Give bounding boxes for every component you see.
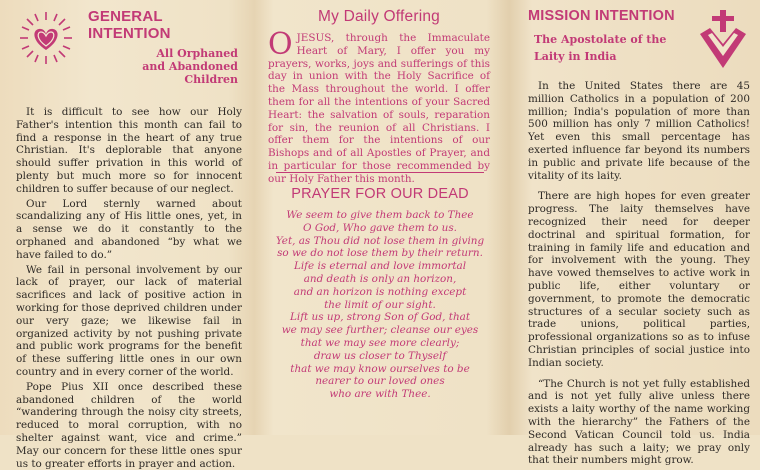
prayer-line: Life is eternal and love immortal [293, 260, 467, 273]
prayer-line: O God, Who gave them to us. [303, 221, 457, 234]
mission-paragraph-1: In the United States there are 45 million Catholics in a population of 200 million; India's population of more than 500 million has only 7 million Catholics! Yet even this small percentage has exerted influence far beyond its numbers in public and private life because of the vitality of its laity. [528, 80, 750, 182]
prayer-for-dead-text [262, 209, 498, 401]
general-paragraph-2: Our Lord sternly warned about scandalizing any of His little ones, yet, in a sense we do it constantly to the orphaned and abandoned “by what we have failed to do.” [16, 197, 242, 261]
general-paragraph-4: Pope Pius XII once described these abandoned children of the world “wandering through the noisy city streets, reduced to moral corruption, with no shelter against want, vice and crime.” May our concern for these little ones spur us to greater efforts in prayer and action. [16, 380, 242, 470]
prayer-line: the limit of our sight. [324, 298, 436, 311]
mission-paragraph-3: “The Church is not yet fully established and is not yet fully alive unless there exists a laity worthy of the name working with the hierarchy” the Fathers of the Second Vatican Council told us. India already has such a laity; we pray only that their numbers might grow. [528, 377, 750, 467]
sacred-heart-icon [18, 10, 74, 66]
prayer-line: draw us closer to Thyself [313, 349, 447, 362]
prayer-line: so we do not lose them by their return. [277, 247, 483, 260]
prayer-line: that we may know ourselves to be [290, 362, 470, 375]
offering-body: JESUS, through the Immaculate Heart of Mary, I offer you my prayers, works, joys and sufferings of this day in union with the Holy Sacrifice of the Mass throughout the world. I offer them for all the intentions of your Sacred Heart: the salvation of souls, reparation for sin, the reunion of all Christians. I offer them for the intentions of our Bishops and of all Apostles of Prayer, and in particular for those recommended by our Holy Father this month. [268, 32, 490, 185]
daily-offering-title: My Daily Offering [318, 8, 440, 25]
general-intention-panel [0, 0, 252, 470]
prayer-line: Lift us up, strong Son of God, that [289, 311, 471, 324]
section-divider [276, 172, 484, 173]
general-intention-subtitle-2: and Abandoned Children [142, 60, 238, 86]
daily-offering-text [268, 27, 490, 186]
prayer-line: Yet, as Thou did not lose them in giving [275, 234, 485, 247]
general-intention-subtitle-1: All Orphaned [156, 47, 238, 60]
prayer-line: and an horizon is nothing except [293, 285, 467, 298]
prayer-line: we may see further; cleanse our eyes [281, 324, 479, 337]
prayer-line: and death is only an horizon, [303, 272, 457, 285]
general-paragraph-1: It is difficult to see how our Holy Father's intention this month can fail to find a response in the heart of any true Christian. It's deplorable that anyone should suffer privation in this world of plenty but much more so for innocent children to suffer because of our neglect. [16, 106, 242, 195]
prayer-line: that we may see more clearly; [300, 336, 460, 349]
general-paragraph-3: We fail in personal involvement by our lack of prayer, our lack of material sacrifices and lack of positive action in working for those deprived children under our very gaze; we likewise fail in organized activity by not pushing private and public work programs for the benefit of these suffering little ones in our own country and in every corner of the world. [16, 263, 242, 378]
mission-intention-subtitle-1: The Apostolate of the [534, 33, 667, 46]
mission-paragraph-2: There are high hopes for even greater progress. The laity themselves have recognized their need for deeper doctrinal and spiritual formation, for training in family life and education and for involvement with the young. They have vowed themselves to active work in public life, either voluntary or government, to promote the democratic structures of a secular society such as trade unions, political parties, professional organizations so as to infuse Christian principles of social justice into Indian society. [528, 190, 750, 369]
dropcap: O [268, 27, 293, 62]
prayer-for-dead-title: PRAYER FOR OUR DEAD [291, 186, 469, 202]
prayer-line: nearer to our loved ones [315, 375, 445, 388]
heart-cross-icon [698, 10, 748, 70]
mission-intention-subtitle-2: Laity in India [534, 50, 617, 63]
daily-offering-panel [262, 0, 498, 435]
prayer-line: We seem to give them back to Thee [286, 209, 474, 221]
mission-intention-title: MISSION INTENTION [528, 8, 675, 24]
general-intention-title: GENERAL INTENTION [88, 8, 171, 42]
mission-intention-panel [516, 0, 756, 467]
prayer-line: who are with Thee. [329, 388, 431, 401]
